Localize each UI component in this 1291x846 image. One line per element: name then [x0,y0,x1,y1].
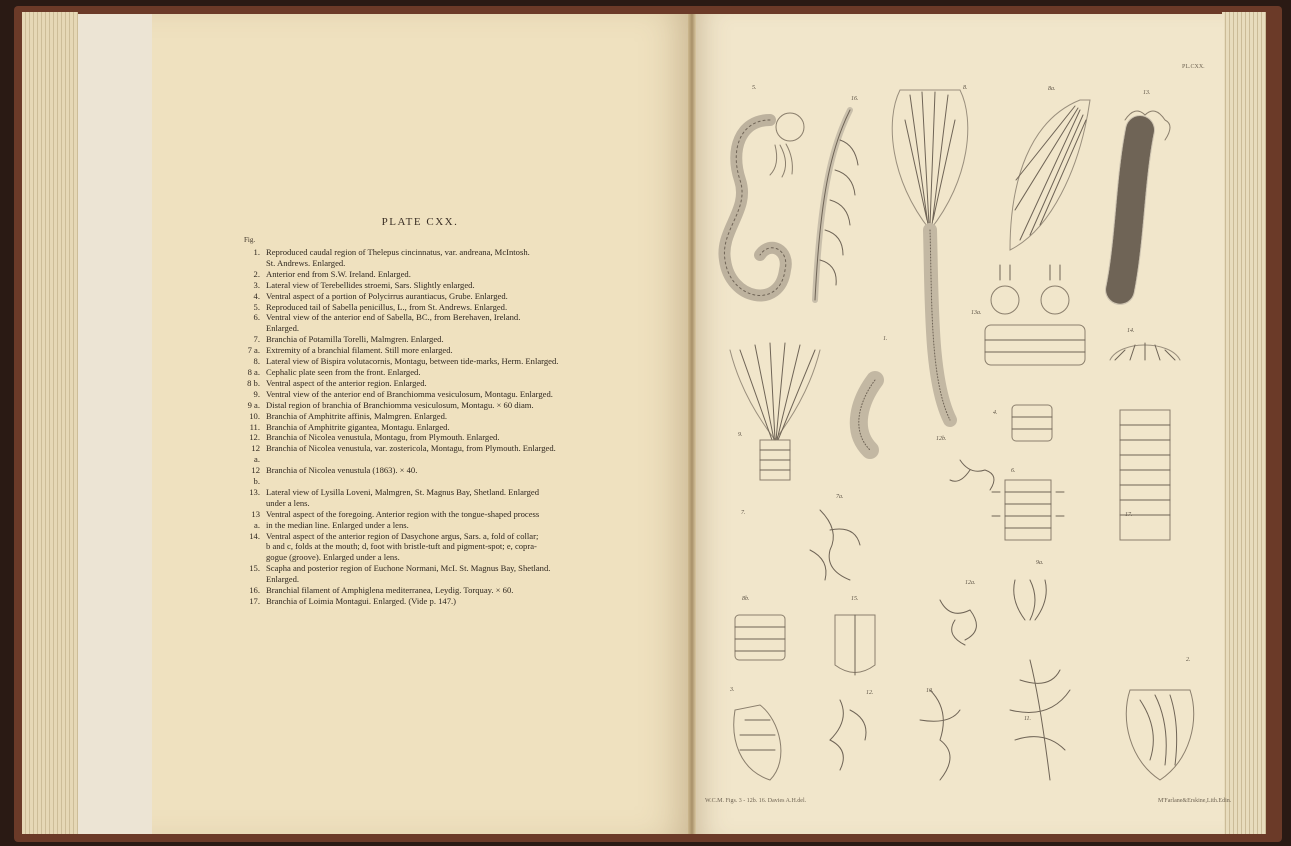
caption-entry [244,563,636,585]
figure-9-plume [730,343,820,480]
figure-14-anterior [1110,343,1180,540]
plate-title: PLATE CXX. [381,216,459,228]
caption-line: Branchial filament of Amphiglena mediterranea, Leydig. Torquay. × 60. [266,585,514,596]
caption-text [266,280,636,291]
figure-label: 6. [1011,468,1016,474]
caption-number: 12. [249,432,260,443]
caption-number: 2. [253,268,260,279]
caption-entry [244,356,636,367]
caption-text [266,411,636,422]
plate-engraving [700,60,1220,830]
caption-entry [244,443,636,465]
caption-line: Scapha and posterior region of Euchone Normani, McI. St. Magnus Bay, Shetland. [266,563,551,574]
caption-entry [244,509,636,531]
caption-line: Ventral aspect of the foregoing. Anterior region with the tongue-shaped process [266,508,540,519]
figure-label: 3. [730,687,735,693]
caption-number: 15. [249,563,260,574]
caption-entry [244,596,636,607]
page-margin [78,14,152,834]
book-gutter [688,14,696,834]
caption-text [266,487,636,509]
caption-number: 1. [253,247,260,257]
caption-line: Lateral view of Lysilla Loveni, Malmgren, St. Magnus Bay, Shetland. Enlarged [266,486,540,497]
caption-line: St. Andrews. Enlarged. [266,257,346,268]
caption-line: Branchia of Nicolea venustula, var. zostericola, Montagu, from Plymouth. Enlarged. [266,443,556,454]
caption-number: 16. [249,585,260,596]
caption-line: Anterior end from S.W. Ireland. Enlarged. [266,268,411,279]
caption-entry [244,411,636,422]
caption-line: Ventral aspect of the anterior region of Dasychone argus, Sars. a, fold of collar; [266,530,539,541]
figure-label: 8. [963,85,968,91]
caption-number: 9. [253,388,260,399]
caption-number: 5. [253,301,260,312]
caption-list [244,247,636,607]
caption-line: Ventral aspect of the anterior region. Enlarged. [266,377,427,388]
caption-line: b and c, folds at the mouth; d, foot with bristle-tuft and pigment-spot; e, copra- [266,541,537,552]
figure-label: 12a. [965,580,976,586]
caption-entry [244,345,636,356]
caption-number: 8 b. [247,377,260,388]
caption-entry [244,291,636,302]
caption-line: Ventral aspect of a portion of Polycirrus aurantiacus, Grube. Enlarged. [266,290,508,301]
caption-entry [244,302,636,313]
caption-entry [244,269,636,280]
caption-entry [244,312,636,334]
caption-entry [244,400,636,411]
figure-label: 1. [883,336,888,342]
caption-entry [244,531,636,564]
caption-text [266,443,636,465]
figure-5-coiled-worm [724,113,804,295]
caption-text [266,312,636,334]
caption-line: Lateral view of Terebellides stroemi, Sars. Slightly enlarged. [266,279,475,290]
caption-number: 7. [253,334,260,345]
caption-line: Branchia of Nicolea venustula (1863). × 40. [266,465,418,476]
figure-label: 12. [866,690,874,696]
caption-line: Branchia of Potamilla Torelli, Malmgren. Enlarged. [266,334,444,345]
figure-label: 16. [851,96,859,102]
figure-label: 5. [752,85,757,91]
figure-13a-head [985,265,1085,365]
caption-text [266,334,636,345]
figure-16-filament [815,110,858,300]
caption-number: 6. [253,312,260,323]
figure-label: 12b. [936,436,947,442]
caption-line: gogue (groove). Enlarged under a lens. [266,552,400,563]
caption-line: Branchia of Loimia Montagui. Enlarged. (Vide p. 147.) [266,596,457,606]
caption-line: Cephalic plate seen from the front. Enlarged. [266,366,421,377]
caption-entry [244,367,636,378]
caption-number: 10. [249,410,260,421]
figure-label: 14. [1127,328,1135,334]
figure-label: 11. [1024,716,1032,722]
caption-line: Branchia of Amphitrite affinis, Malmgren. Enlarged. [266,410,448,421]
caption-text [266,291,636,302]
caption-text [266,585,636,596]
caption-entry [244,585,636,596]
caption-number: 7 a. [247,345,260,356]
caption-text [266,269,636,280]
figure-label: 2. [1186,657,1191,663]
caption-text [266,465,636,487]
caption-line: in the median line. Enlarged under a lens. [266,519,409,530]
caption-number: 12 a. [251,443,260,465]
figure-label: 8b. [742,596,750,602]
caption-text [266,345,636,356]
figure-label: 10. [926,688,934,694]
figure-label: 9. [738,432,743,438]
caption-line: Lateral view of Bispira volutacornis, Montagu, between tide-marks, Herm. Enlarged. [266,356,559,367]
caption-text [266,400,636,411]
caption-line: Enlarged. [266,323,300,334]
caption-line: Reproduced tail of Sabella penicillus, L., from St. Andrews. Enlarged. [266,301,508,312]
caption-entry [244,280,636,291]
caption-line: Branchia of Nicolea venustula, Montagu, from Plymouth. Enlarged. [266,432,500,443]
figure-1-tail [859,380,875,450]
page-edges-left [22,12,78,834]
caption-line: Ventral view of the anterior end of Branchiomma vesiculosum, Montagu. Enlarged. [266,388,553,399]
figure-8a-fan [1010,100,1090,250]
caption-text [266,563,636,585]
caption-entry [244,389,636,400]
caption-number: 14. [249,530,260,541]
page-edges-right [1222,12,1266,834]
caption-number: 13. [249,486,260,497]
caption-entry [244,432,636,443]
caption-line: Extremity of a branchial filament. Still more enlarged. [266,345,453,356]
caption-text [266,509,636,531]
caption-text [266,378,636,389]
caption-number: 3. [253,279,260,290]
caption-text [266,422,636,433]
figure-label: 17. [1125,512,1133,518]
figure-label: 7. [741,510,746,516]
caption-number: 11. [249,421,260,432]
caption-text [266,356,636,367]
caption-entry [244,378,636,389]
caption-number: 4. [253,290,260,301]
caption-number: 8. [253,356,260,367]
figure-8-plume [892,90,968,420]
branching-figures [810,460,1070,780]
caption-number: 12 b. [251,465,260,487]
caption-entry [244,334,636,345]
caption-text [266,596,636,607]
caption-line: under a lens. [266,497,310,508]
caption-line: Branchia of Amphitrite gigantea, Montagu. Enlarged. [266,421,450,432]
figure-8b-15-3 [734,615,875,780]
figure-label: 15. [851,596,859,602]
caption-entry [244,422,636,433]
lithographer-credit: M'Farlane&Erskine,Lith.Edin. [1158,798,1232,804]
caption-text [266,247,636,269]
figure-label: 8a. [1048,86,1056,92]
plate-number: PL.CXX. [1182,64,1205,70]
caption-line: Reproduced caudal region of Thelepus cincinnatus, var. andreana, McIntosh. [266,247,530,257]
caption-line: Ventral view of the anterior end of Sabella, BC., from Berehaven, Ireland. [266,312,521,323]
figure-label: 13. [1143,90,1151,96]
caption-line: Distal region of branchia of Branchiomma vesiculosum, Montagu. × 60 diam. [266,399,534,410]
figure-2-anterior [1126,690,1194,780]
figure-label: 9a. [1036,560,1044,566]
caption-entry [244,487,636,509]
caption-text [266,432,636,443]
caption-text [266,531,636,564]
figure-13-worm [1120,111,1170,290]
artist-credit: W.C.M. Figs. 3 - 12b. 16. Davies A.H.del. [705,798,807,804]
figure-label: 7a. [836,494,844,500]
caption-line: Enlarged. [266,574,300,585]
caption-number: 13 a. [251,508,260,530]
figure-label: 4. [993,410,998,416]
caption-entry [244,247,636,269]
caption-number: 8 a. [247,366,260,377]
figure-4-6-segments [992,405,1064,540]
caption-entry [244,465,636,487]
caption-text [266,389,636,400]
caption-number: 17. [249,596,260,606]
fig-heading: Fig. [244,236,256,244]
caption-text [266,367,636,378]
caption-text [266,302,636,313]
caption-number: 9 a. [247,399,260,410]
figure-label: 13a. [971,310,982,316]
